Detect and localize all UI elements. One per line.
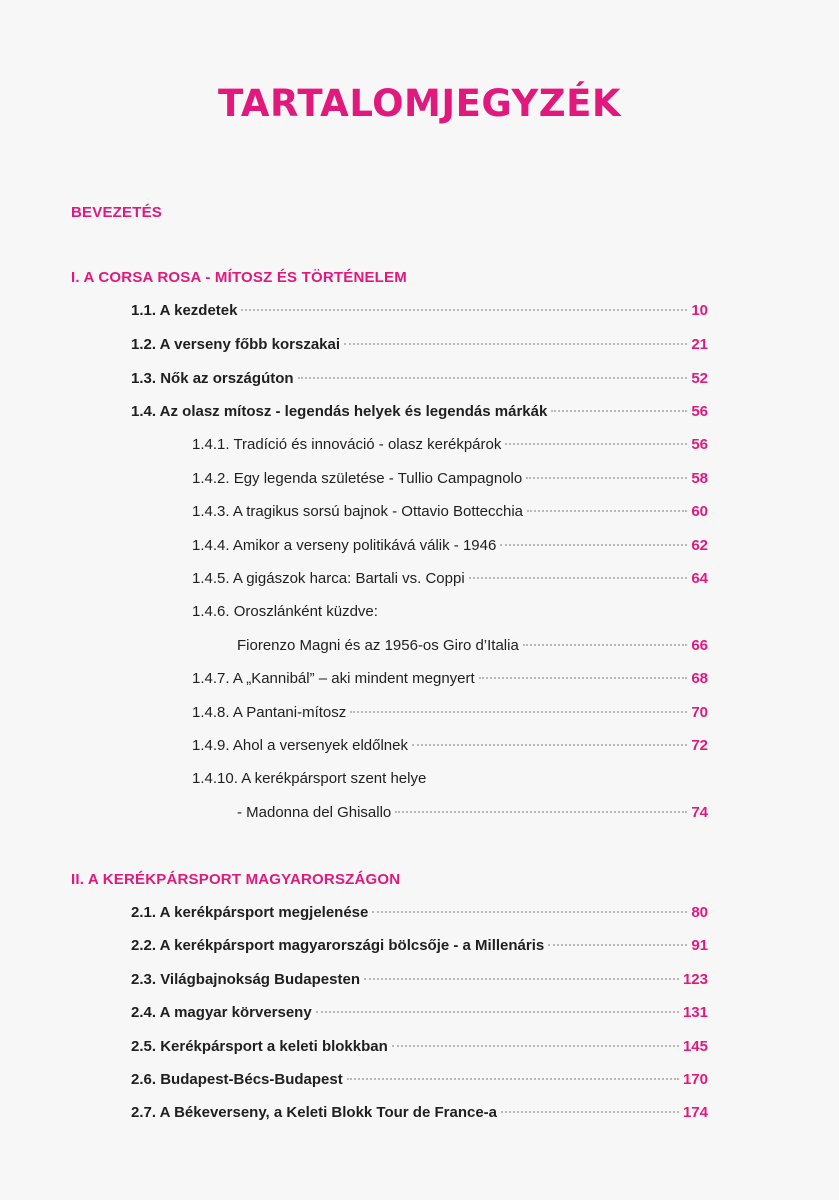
toc-entry[interactable] — [131, 904, 708, 924]
leader-dots — [479, 677, 688, 679]
toc-entry-label: 1.4.2. Egy legenda születése - Tullio Campagnolo — [192, 470, 523, 487]
page-number: 64 — [691, 570, 708, 587]
leader-dots — [501, 1111, 679, 1113]
toc-entry[interactable] — [131, 302, 708, 322]
toc-entry[interactable] — [131, 370, 708, 390]
toc-entry[interactable] — [192, 470, 708, 490]
toc-entry[interactable] — [192, 704, 708, 724]
toc-entry-heading-line[interactable] — [192, 770, 426, 790]
leader-dots — [548, 944, 687, 946]
leader-dots — [505, 443, 687, 445]
toc-entry-label: 1.1. A kezdetek — [131, 302, 238, 319]
page-number: 68 — [691, 670, 708, 687]
leader-dots — [316, 1011, 679, 1013]
leader-dots — [298, 377, 688, 379]
leader-dots — [241, 309, 687, 311]
part1-heading: I. A CORSA ROSA - MÍTOSZ ÉS TÖRTÉNELEM — [71, 269, 407, 286]
leader-dots — [364, 978, 679, 980]
toc-entry-label: 2.2. A kerékpársport magyarországi bölcsője - a Millenáris — [131, 937, 545, 954]
page-number: 56 — [691, 403, 708, 420]
toc-entry[interactable] — [192, 537, 708, 557]
toc-entry-label: 1.4.3. A tragikus sorsú bajnok - Ottavio Bottecchia — [192, 503, 524, 520]
toc-entry[interactable] — [131, 403, 708, 423]
leader-dots — [527, 510, 687, 512]
page-number: 80 — [691, 904, 708, 921]
page-number: 62 — [691, 537, 708, 554]
toc-entry[interactable] — [131, 1038, 708, 1058]
leader-dots — [412, 744, 687, 746]
page-number: 21 — [691, 336, 708, 353]
toc-entry-continuation[interactable] — [237, 804, 708, 824]
page-number: 123 — [682, 971, 708, 988]
page-number: 131 — [682, 1004, 708, 1021]
page-title: TARTALOMJEGYZÉK — [217, 82, 622, 125]
leader-dots — [350, 711, 687, 713]
toc-entry-label: 1.4.1. Tradíció és innováció - olasz kerékpárok — [192, 436, 502, 453]
page-number: 60 — [691, 503, 708, 520]
leader-dots — [551, 410, 687, 412]
toc-entry-label: 1.4.8. A Pantani-mítosz — [192, 704, 347, 721]
toc-entry-label: 1.4.9. Ahol a versenyek eldőlnek — [192, 737, 408, 754]
toc-entry-continuation[interactable] — [237, 637, 708, 657]
toc-entry[interactable] — [192, 670, 708, 690]
toc-entry-label: 1.4.6. Oroszlánként küzdve: — [192, 603, 378, 620]
toc-entry-heading-line[interactable] — [192, 603, 378, 623]
toc-entry[interactable] — [131, 1004, 708, 1024]
toc-entry[interactable] — [192, 436, 708, 456]
leader-dots — [372, 911, 687, 913]
toc-entry-label: 2.5. Kerékpársport a keleti blokkban — [131, 1038, 388, 1055]
page-number: 10 — [691, 302, 708, 319]
toc-entry[interactable] — [131, 971, 708, 991]
toc-entry[interactable] — [131, 1071, 708, 1091]
toc-entry[interactable] — [192, 503, 708, 523]
page-number: 72 — [691, 737, 708, 754]
page-number: 170 — [682, 1071, 708, 1088]
leader-dots — [469, 577, 688, 579]
page-number: 58 — [691, 470, 708, 487]
toc-entry-label: 2.1. A kerékpársport megjelenése — [131, 904, 369, 921]
toc-entry-label: 1.4.10. A kerékpársport szent helye — [192, 770, 427, 787]
leader-dots — [526, 477, 687, 479]
page-number: 56 — [691, 436, 708, 453]
toc-entry[interactable] — [131, 937, 708, 957]
toc-entry-label: 1.3. Nők az országúton — [131, 370, 294, 387]
page-number: 145 — [682, 1038, 708, 1055]
toc-entry-label: 1.4.4. Amikor a verseny politikává válik - 1946 — [192, 537, 497, 554]
leader-dots — [392, 1045, 679, 1047]
toc-entry[interactable] — [131, 336, 708, 356]
page-number: 70 — [691, 704, 708, 721]
leader-dots — [523, 644, 688, 646]
toc-entry-label: Fiorenzo Magni és az 1956-os Giro d’Italia — [237, 637, 519, 654]
toc-entry-label: 1.4. Az olasz mítosz - legendás helyek és legendás márkák — [131, 403, 548, 420]
toc-entry-label: 2.7. A Békeverseny, a Keleti Blokk Tour de France-a — [131, 1104, 498, 1121]
intro-heading: BEVEZETÉS — [71, 204, 162, 221]
toc-entry-label: 2.3. Világbajnokság Budapesten — [131, 971, 360, 988]
toc-entry[interactable] — [131, 1104, 708, 1124]
toc-entry-label: 2.4. A magyar körverseny — [131, 1004, 312, 1021]
page-number: 174 — [682, 1104, 708, 1121]
leader-dots — [347, 1078, 679, 1080]
part2-heading: II. A KERÉKPÁRSPORT MAGYARORSZÁGON — [71, 871, 401, 888]
toc-entry-label: 1.2. A verseny főbb korszakai — [131, 336, 341, 353]
page-number: 91 — [691, 937, 708, 954]
toc-entry[interactable] — [192, 737, 708, 757]
page-number: 66 — [691, 637, 708, 654]
leader-dots — [344, 343, 687, 345]
toc-entry-label: 2.6. Budapest-Bécs-Budapest — [131, 1071, 343, 1088]
toc-entry-label: 1.4.7. A „Kannibál” – aki mindent megnyert — [192, 670, 475, 687]
leader-dots — [395, 811, 687, 813]
leader-dots — [500, 544, 687, 546]
toc-entry-label: - Madonna del Ghisallo — [237, 804, 392, 821]
page-number: 74 — [691, 804, 708, 821]
page-number: 52 — [691, 370, 708, 387]
toc-entry[interactable] — [192, 570, 708, 590]
toc-entry-label: 1.4.5. A gigászok harca: Bartali vs. Coppi — [192, 570, 465, 587]
